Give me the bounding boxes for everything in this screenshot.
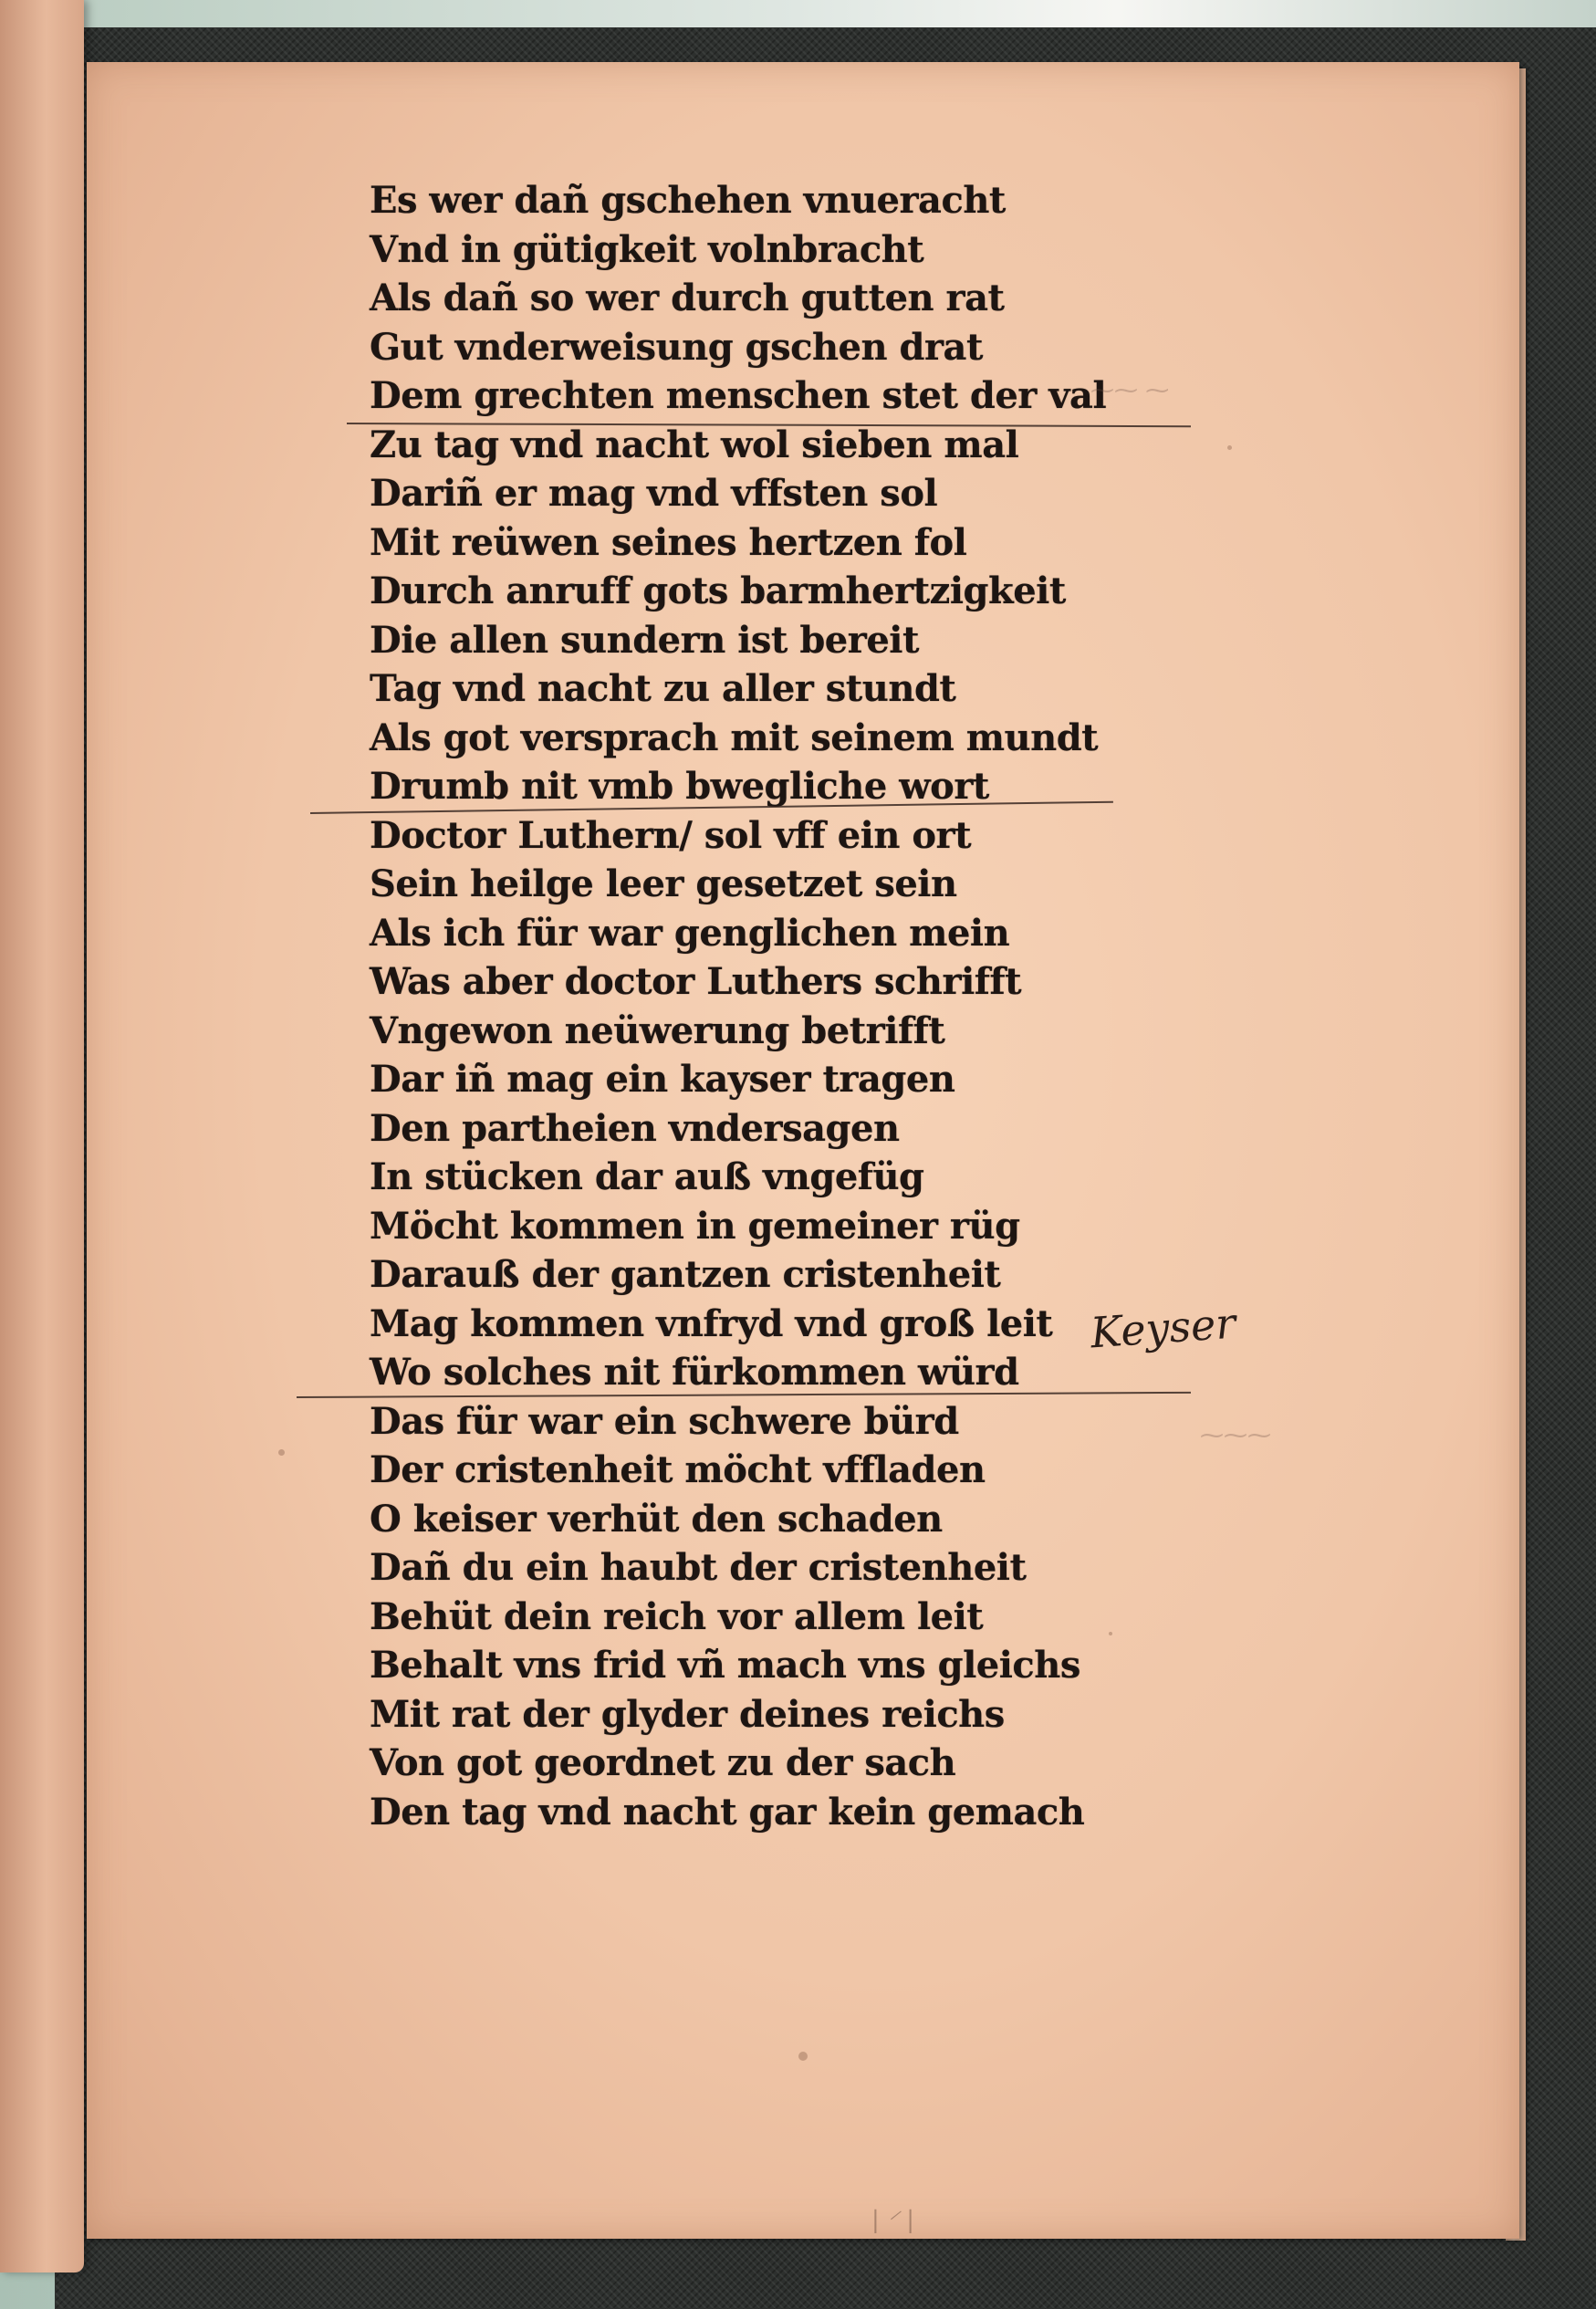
verse-line: Als ich für war genglichen mein bbox=[370, 912, 1010, 955]
verse-line: Mit rat der glyder deines reichs bbox=[370, 1693, 1005, 1736]
verse-line: Der cristenheit möcht vffladen bbox=[370, 1448, 986, 1491]
verse-line: Als dañ so wer durch gutten rat bbox=[370, 277, 1005, 319]
verse-line: Darauß der gantzen cristenheit bbox=[370, 1253, 1001, 1296]
verse-line: Es wer dañ gschehen vnueracht bbox=[370, 179, 1006, 222]
book-page bbox=[87, 62, 1519, 2239]
verse-line: Den tag vnd nacht gar kein gemach bbox=[370, 1791, 1085, 1834]
faded-marginal-mark: ⁓⁓⁓ bbox=[1200, 1422, 1271, 1449]
verse-line: Wo solches nit fürkommen würd bbox=[370, 1351, 1019, 1394]
verse-line: Sein heilge leer gesetzet sein bbox=[370, 862, 957, 905]
faded-marginal-mark: | ⸍ | bbox=[871, 2207, 915, 2234]
verse-line: Als got versprach mit seinem mundt bbox=[370, 716, 1099, 759]
verse-line: Den partheien vndersagen bbox=[370, 1107, 900, 1150]
verse-line: Vnd in gütigkeit volnbracht bbox=[370, 228, 924, 271]
facing-page-edge bbox=[0, 0, 84, 2272]
verse-line: Die allen sundern ist bereit bbox=[370, 619, 919, 662]
marginal-annotation: Keyser bbox=[1089, 1298, 1237, 1358]
verse-line: Behüt dein reich vor allem leit bbox=[370, 1595, 984, 1638]
verse-line: Mag kommen vnfryd vnd groß leit bbox=[370, 1302, 1053, 1345]
verse-line: In stücken dar auß vngefüg bbox=[370, 1155, 924, 1198]
verse-line: Drumb nit vmb bwegliche wort bbox=[370, 765, 989, 808]
verse-line: Zu tag vnd nacht wol sieben mal bbox=[370, 423, 1019, 466]
verse-line: Gut vnderweisung gschen drat bbox=[370, 326, 983, 369]
verse-line: Das für war ein schwere bürd bbox=[370, 1400, 959, 1443]
verse-line: Durch anruff gots barmhertzigkeit bbox=[370, 569, 1066, 612]
verse-column bbox=[87, 62, 1519, 2239]
verse-line: Von got geordnet zu der sach bbox=[370, 1741, 956, 1784]
verse-line: Behalt vns frid vñ mach vns gleichs bbox=[370, 1644, 1080, 1687]
verse-line: Dem grechten menschen stet der val bbox=[370, 374, 1107, 417]
verse-line: Dar iñ mag ein kayser tragen bbox=[370, 1058, 955, 1101]
verse-line: O keiser verhüt den schaden bbox=[370, 1498, 943, 1541]
verse-line: Doctor Luthern/ sol vff ein ort bbox=[370, 814, 972, 857]
verse-line: Was aber doctor Luthers schrifft bbox=[370, 960, 1022, 1003]
verse-line: Vngewon neüwerung betrifft bbox=[370, 1009, 945, 1052]
verse-line: Dañ du ein haubt der cristenheit bbox=[370, 1546, 1027, 1589]
faded-marginal-mark: ⁓⁓ ⁓ bbox=[1090, 377, 1170, 404]
verse-line: Dariñ er mag vnd vffsten sol bbox=[370, 472, 938, 515]
verse-line: Mit reüwen seines hertzen fol bbox=[370, 521, 967, 564]
verse-line: Tag vnd nacht zu aller stundt bbox=[370, 667, 956, 710]
verse-line: Möcht kommen in gemeiner rüg bbox=[370, 1205, 1020, 1248]
